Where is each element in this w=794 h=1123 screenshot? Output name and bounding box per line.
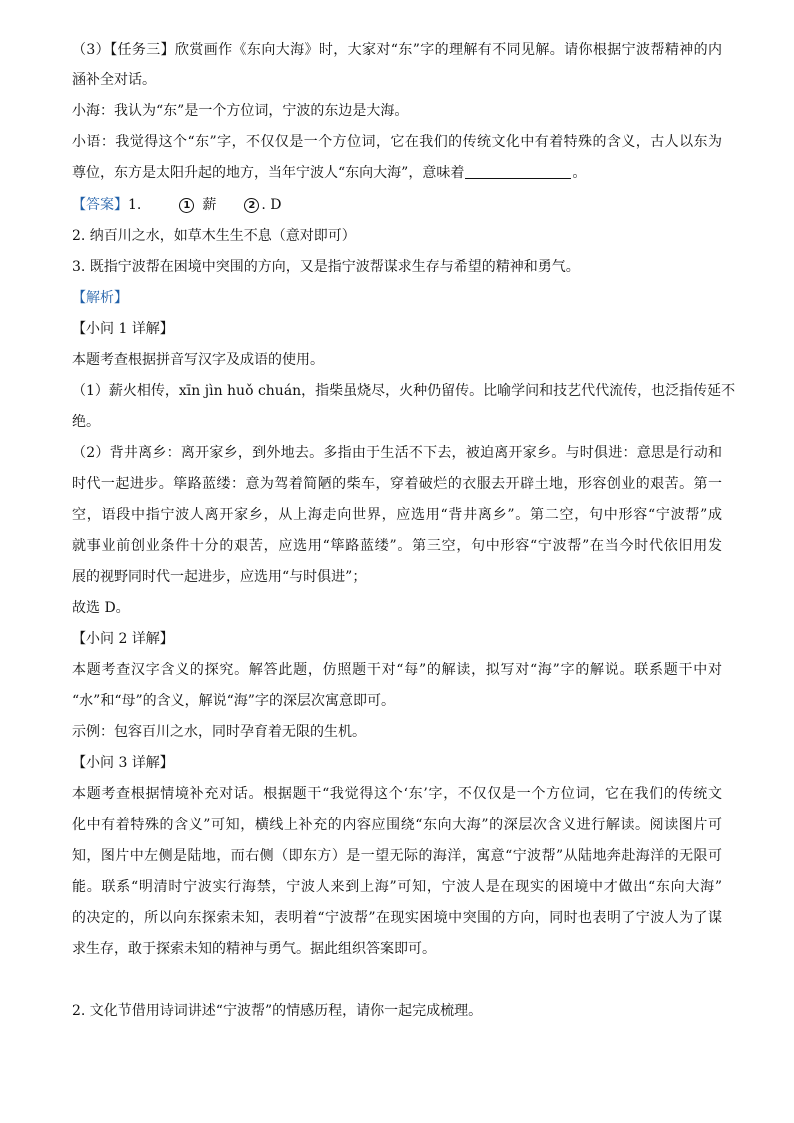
- analysis-1-item2-line-1: （2）背井离乡：离开家乡，到外地去。多指由于生活不下去，被迫离开家乡。与时俱进：意思是行动和: [72, 445, 722, 461]
- analysis-2-line-1: 本题考查汉字含义的探究。解答此题，仿照题干对“每”的解读，拟写对“海”字的解说。联系题干中对: [72, 662, 722, 678]
- answer-label: 【答案】: [72, 197, 128, 213]
- circled-number-2: 2: [244, 198, 259, 213]
- analysis-1-intro: 本题考查根据拼音写汉字及成语的使用。: [72, 352, 324, 368]
- analysis-3-line-4: 能。联系“明清时宁波实行海禁，宁波人来到上海”可知，宁波人是在现实的困境中才做出“东向大海”: [72, 879, 722, 895]
- analysis-1-item2-line-4: 就事业前创业条件十分的艰苦，应选用“筚路蓝缕”。第三空，句中形容“宁波帮”在当今时代依旧用发: [72, 538, 722, 554]
- analysis-3-line-3: 知，图片中左侧是陆地，而右侧（即东方）是一望无际的海洋，寓意“宁波帮”从陆地奔赴海洋的无限可: [72, 848, 722, 864]
- answer-number: 1.: [128, 197, 142, 213]
- analysis-1-item2-line-2: 时代一起进步。筚路蓝缕：意为驾着简陋的柴车，穿着破烂的衣服去开辟土地，形容创业的艰苦。第一: [72, 476, 722, 492]
- answer-blank: [465, 164, 571, 179]
- analysis-1-item1-line-2: 绝。: [72, 414, 100, 430]
- answer-2: . D: [261, 197, 282, 213]
- dialogue-xiaoyu-line-1: 小语：我觉得这个“东”字，不仅仅是一个方位词，它在我们的传统文化中有着特殊的含义，古人以东为: [72, 134, 722, 150]
- circled-number-1: 1: [179, 198, 194, 213]
- task3-question-line-2: 涵补全对话。: [72, 72, 156, 88]
- analysis-label: 【解析】: [72, 290, 128, 306]
- dialogue-xiaoyu-end: 。: [572, 165, 587, 181]
- analysis-2-example: 示例：包容百川之水，同时孕育着无限的生机。: [72, 724, 366, 740]
- subquestion-3-heading: 【小问 3 详解】: [72, 755, 174, 771]
- dialogue-xiaohai: 小海：我认为“东”是一个方位词，宁波的东边是大海。: [72, 103, 409, 119]
- answer-line: [72, 195, 722, 215]
- analysis-3-line-1: 本题考查根据情境补充对话。根据题干“我觉得这个‘东’字，不仅仅是一个方位词，它在我们的传统文: [72, 786, 722, 802]
- subquestion-1-heading: 【小问 1 详解】: [72, 321, 174, 337]
- analysis-1-item2-line-5: 展的视野同时代一起进步，应选用“与时俱进”；: [72, 569, 367, 585]
- analysis-1-item1-line-1: （1）薪火相传，xīn jìn huǒ chuán，指柴虽烧尽，火种仍留传。比喻学问和技艺代代流传，也泛指传延不: [72, 383, 736, 399]
- answer-2-line: 2. 纳百川之水，如草木生生不息（意对即可）: [72, 228, 356, 244]
- analysis-2-line-2: “水”和“母”的含义，解说“海”字的深层次寓意即可。: [72, 693, 395, 709]
- analysis-3-line-2: 化中有着特殊的含义”可知，横线上补充的内容应围绕“东向大海”的深层次含义进行解读。阅读图片可: [72, 817, 722, 833]
- answer-3-line: 3. 既指宁波帮在困境中突围的方向，又是指宁波帮谋求生存与希望的精神和勇气。: [72, 259, 580, 275]
- answer-1: 薪: [202, 197, 217, 213]
- analysis-3-line-5: 的决定的，所以向东探索未知，表明着“宁波帮”在现实困境中突围的方向，同时也表明了宁波人为了谋: [72, 910, 722, 926]
- task3-question-line-1: （3）【任务三】欣赏画作《东向大海》时，大家对“东”字的理解有不同见解。请你根据宁波帮精神的内: [72, 42, 722, 58]
- analysis-1-item2-line-3: 空，语段中指宁波人离开家乡，从上海走向世界，应选用“背井离乡”。第二空，句中形容“宁波帮”成: [72, 507, 722, 523]
- subquestion-2-heading: 【小问 2 详解】: [72, 631, 174, 647]
- dialogue-xiaoyu-text: 尊位，东方是太阳升起的地方，当年宁波人“东向大海”，意味着: [72, 165, 465, 181]
- dialogue-xiaoyu-line-2: [72, 163, 722, 183]
- question-2-prompt: 2. 文化节借用诗词讲述“宁波帮”的情感历程，请你一起完成梳理。: [72, 1003, 483, 1019]
- analysis-1-conclusion: 故选 D。: [72, 600, 130, 616]
- analysis-3-line-6: 求生存，敢于探索未知的精神与勇气。据此组织答案即可。: [72, 941, 436, 957]
